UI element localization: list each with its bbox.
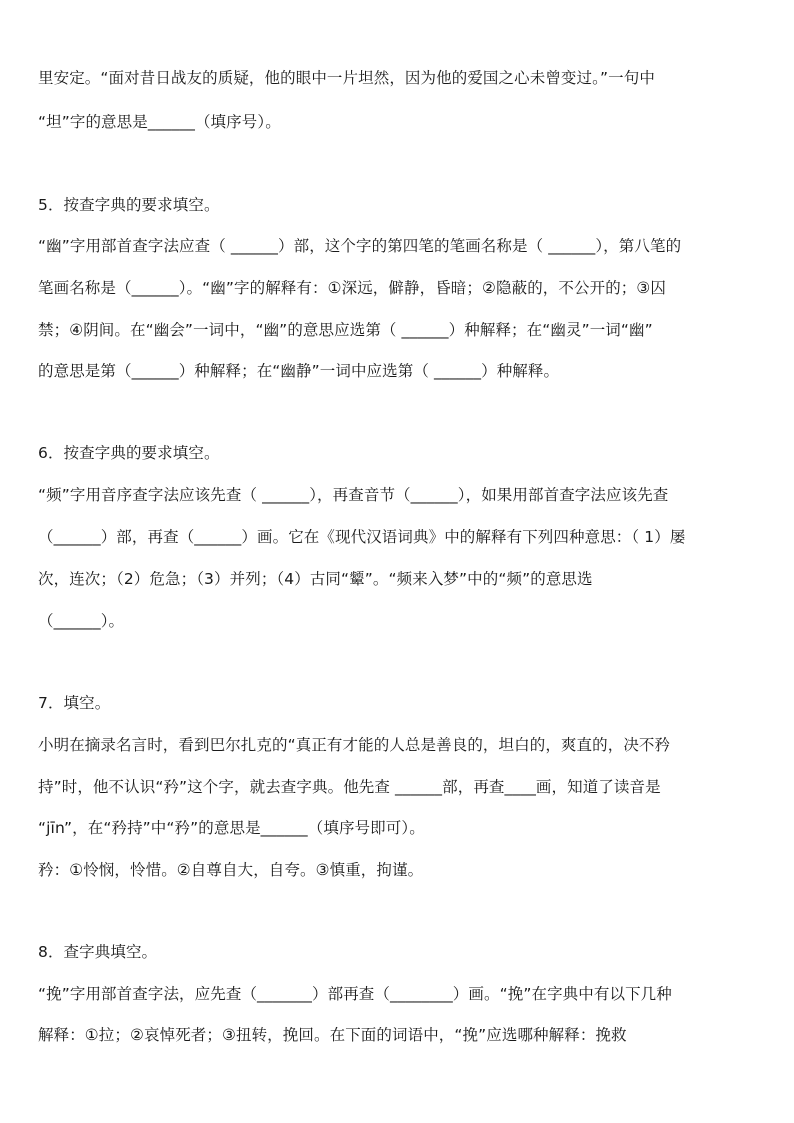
question-7-title: 7．填空。 bbox=[38, 694, 111, 712]
text-line: 的意思是第（______）种解释；在“幽静”一词中应选第（ ______）种解释。 bbox=[38, 362, 560, 380]
text-line: “频”字用音序查字法应该先查（ ______），再查音节（______），如果用部首查字法应该先查 bbox=[38, 486, 669, 504]
question-5-title: 5．按查字典的要求填空。 bbox=[38, 196, 220, 214]
text-line: 禁；④阴间。在“幽会”一词中，“幽”的意思应选第（ ______）种解释；在“幽灵”一词“幽” bbox=[38, 321, 653, 339]
text-line: 解释：①拉；②哀悼死者；③扭转，挽回。在下面的词语中，“挽”应选哪种解释：挽救 bbox=[38, 1026, 627, 1044]
text-line: 里安定。“面对昔日战友的质疑，他的眼中一片坦然，因为他的爱国之心未曾变过。”一句中 bbox=[38, 69, 655, 87]
text-line: “挽”字用部首查字法，应先查（_______）部再查（________）画。“挽”在字典中有以下几种 bbox=[38, 985, 672, 1003]
text-line: 矜：①怜悯，怜惜。②自尊自大，自夸。③慎重，拘谨。 bbox=[38, 861, 424, 879]
text-line: “jīn”，在“矜持”中“矜”的意思是______（填序号即可）。 bbox=[38, 819, 425, 837]
question-6-title: 6．按查字典的要求填空。 bbox=[38, 444, 220, 462]
question-8-title: 8．查字典填空。 bbox=[38, 943, 158, 961]
text-line: 持”时，他不认识“矜”这个字，就去查字典。他先查 ______部，再查____画，知道了读音是 bbox=[38, 778, 661, 796]
text-line: “坦”字的意思是______（填序号）。 bbox=[38, 113, 281, 131]
text-line: 小明在摘录名言时，看到巴尔扎克的“真正有才能的人总是善良的，坦白的，爽直的，决不矜 bbox=[38, 736, 671, 754]
text-line: （______）。 bbox=[38, 612, 125, 630]
text-line: 笔画名称是（______）。“幽”字的解释有：①深远，僻静，昏暗；②隐蔽的，不公开的；③囚 bbox=[38, 279, 666, 297]
text-line: （______）部，再查（______）画。它在《现代汉语词典》中的解释有下列四种意思：（ 1）屡 bbox=[38, 528, 686, 546]
text-line: “幽”字用部首查字法应查（ ______）部，这个字的第四笔的笔画名称是（ ______），第八笔的 bbox=[38, 237, 682, 255]
text-line: 次，连次；（2）危急；（3）并列；（4）古同“颦”。“频来入梦”中的“频”的意思选 bbox=[38, 570, 593, 588]
